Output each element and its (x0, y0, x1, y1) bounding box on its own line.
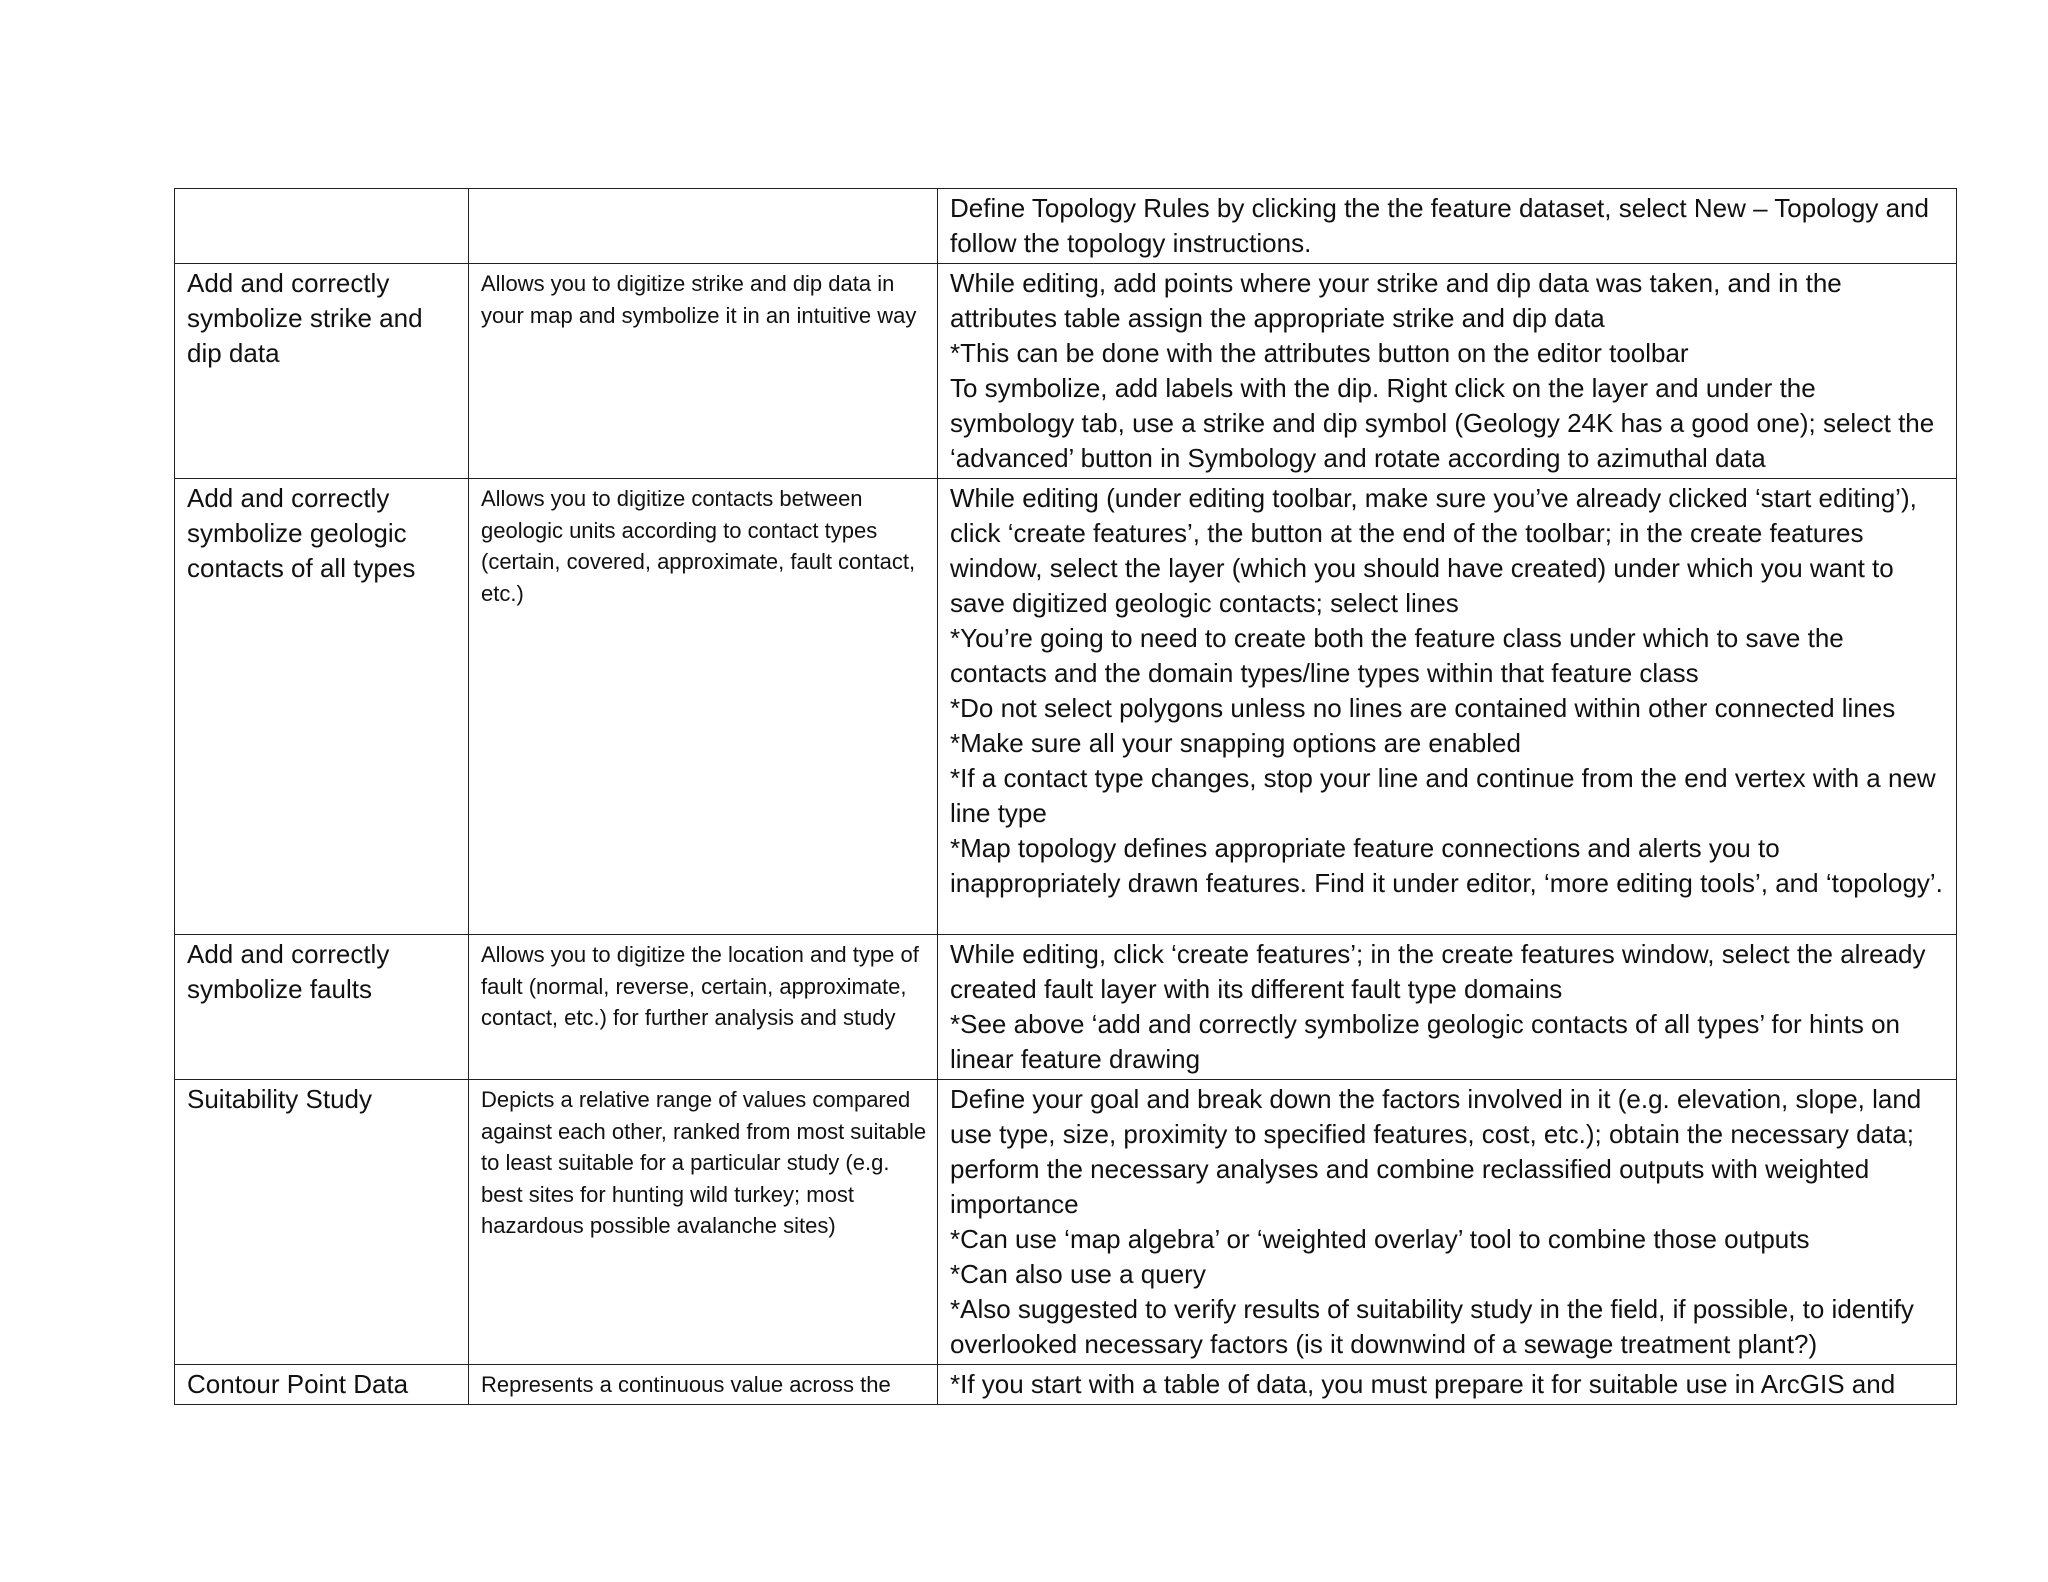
purpose-text: Represents a continuous value across the (481, 1372, 891, 1397)
step-text: *If you start with a table of data, you must prepare it for suitable use in ArcGIS and (950, 1369, 1896, 1399)
step-text: *Make sure all your snapping options are enabled (950, 728, 1521, 758)
task-cell (175, 264, 469, 479)
task-cell (175, 1080, 469, 1365)
task-text: Contour Point Data (187, 1369, 409, 1399)
table-row (175, 479, 1957, 935)
purpose-cell (469, 1080, 938, 1365)
table-row (175, 935, 1957, 1080)
purpose-cell (469, 1365, 938, 1405)
table-row (175, 1365, 1957, 1405)
steps-cell (938, 1080, 1957, 1365)
step-text: While editing, add points where your strike and dip data was taken, and in the attributes table assign the appropriate strike and dip data (950, 268, 1842, 333)
step-text: *You’re going to need to create both the feature class under which to save the contacts and the domain types/line types within that feature class (950, 623, 1844, 688)
purpose-text: Allows you to digitize contacts between geologic units according to contact types (certain, covered, approximate, fault contact, etc.) (481, 486, 916, 606)
purpose-text: Allows you to digitize strike and dip data in your map and symbolize it in an intuitive way (481, 271, 917, 328)
purpose-cell (469, 935, 938, 1080)
steps-cell (938, 189, 1957, 264)
steps-cell (938, 1365, 1957, 1405)
step-text: *Map topology defines appropriate feature connections and alerts you to inappropriately drawn features. Find it under editor, ‘more editing tools’, and ‘topology’. (950, 833, 1943, 898)
step-text: *See above ‘add and correctly symbolize geologic contacts of all types’ for hints on linear feature drawing (950, 1009, 1901, 1074)
step-text: Define Topology Rules by clicking the the feature dataset, select New – Topology and follow the topology instructions. (950, 193, 1929, 258)
step-text: Define your goal and break down the factors involved in it (e.g. elevation, slope, land use type, size, proximity to specified features, cost, etc.); obtain the necessary data; perform the necessary analyses and combine reclassified outputs with weighted importance (950, 1084, 1922, 1219)
task-cell (175, 935, 469, 1080)
step-text: *Can use ‘map algebra’ or ‘weighted overlay’ tool to combine those outputs (950, 1224, 1810, 1254)
step-text: While editing, click ‘create features’; in the create features window, select the already created fault layer with its different fault type domains (950, 939, 1926, 1004)
table-row (175, 264, 1957, 479)
step-text: While editing (under editing toolbar, make sure you’ve already clicked ‘start editing’), click ‘create features’, the button at the end of the toolbar; in the create features window, select the layer (which you should have created) under which you want to save digitized geologic contacts; select lines (950, 483, 1917, 618)
task-text: Add and correctly symbolize faults (187, 939, 390, 1004)
table-row (175, 1080, 1957, 1365)
purpose-cell (469, 189, 938, 264)
step-text: To symbolize, add labels with the dip. Right click on the layer and under the symbology tab, use a strike and dip symbol (Geology 24K has a good one); select the ‘advanced’ button in Symbology and rotate according to azimuthal data (950, 373, 1935, 473)
step-text: *Also suggested to verify results of suitability study in the field, if possible, to identify overlooked necessary factors (is it downwind of a sewage treatment plant?) (950, 1294, 1914, 1359)
instructions-table (174, 188, 1957, 1405)
task-text: Add and correctly symbolize geologic contacts of all types (187, 483, 416, 583)
step-text: *Do not select polygons unless no lines are contained within other connected lines (950, 693, 1896, 723)
purpose-cell (469, 479, 938, 935)
step-text: *Can also use a query (950, 1259, 1206, 1289)
step-text: *If a contact type changes, stop your line and continue from the end vertex with a new line type (950, 763, 1936, 828)
purpose-text: Depicts a relative range of values compared against each other, ranked from most suitable to least suitable for a particular study (e.g. best sites for hunting wild turkey; most hazardous possible avalanche sites) (481, 1087, 927, 1238)
step-text: *This can be done with the attributes button on the editor toolbar (950, 338, 1689, 368)
table-row (175, 189, 1957, 264)
task-text: Suitability Study (187, 1084, 372, 1114)
steps-cell (938, 479, 1957, 935)
steps-cell (938, 264, 1957, 479)
steps-cell (938, 935, 1957, 1080)
task-cell (175, 1365, 469, 1405)
purpose-cell (469, 264, 938, 479)
task-cell (175, 189, 469, 264)
task-cell (175, 479, 469, 935)
purpose-text: Allows you to digitize the location and type of fault (normal, reverse, certain, approximate, contact, etc.) for further analysis and study (481, 942, 919, 1030)
task-text: Add and correctly symbolize strike and dip data (187, 268, 423, 368)
